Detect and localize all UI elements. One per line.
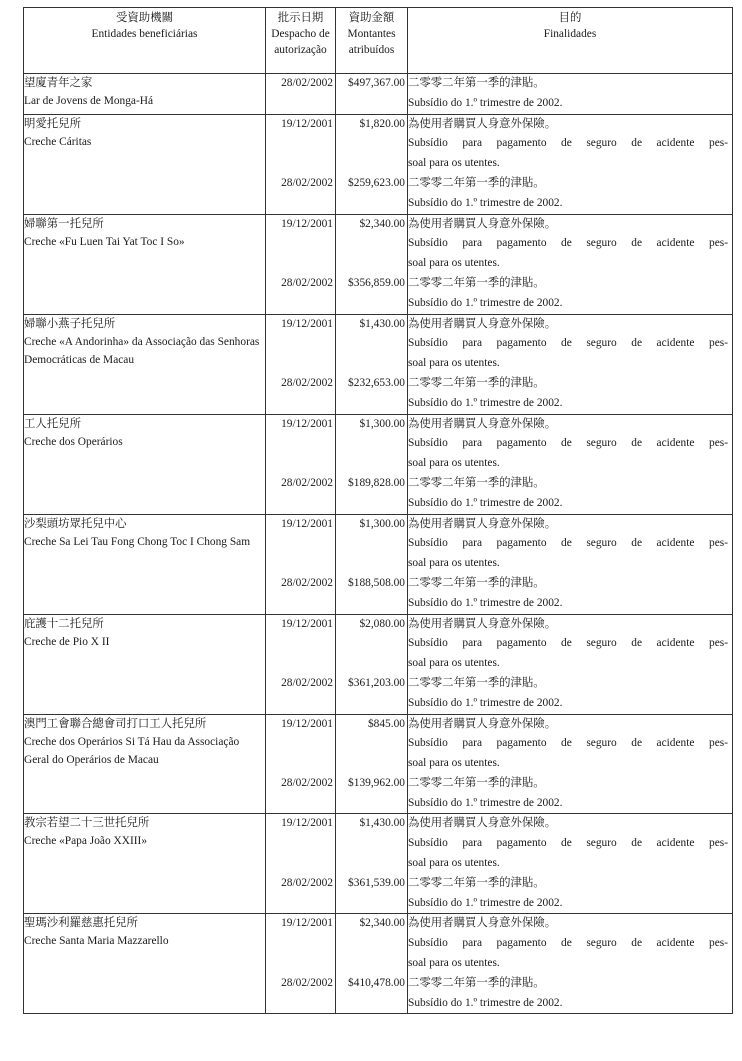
- amount-value: $361,539.00: [348, 876, 405, 889]
- date-cell: [266, 214, 336, 314]
- spacer: [266, 254, 335, 274]
- amount-value: $189,828.00: [348, 476, 405, 489]
- entity-cell: [24, 74, 266, 115]
- amount-value: $1,300.00: [359, 517, 405, 530]
- spacer: [336, 934, 407, 954]
- header-entities-pt: Entidades beneficiárias: [91, 28, 198, 40]
- spacer: [266, 734, 335, 754]
- purpose-insurance-pt-line1: Subsídio para pagamento de seguro de acidente pes-: [408, 937, 728, 950]
- purpose-insurance-zh: 為使用者購買人身意外保險。: [408, 817, 557, 830]
- entity-cell: [24, 214, 266, 314]
- amount-cell: [336, 914, 408, 1014]
- spacer: [266, 654, 335, 674]
- table-row: [24, 114, 733, 214]
- spacer: [336, 234, 407, 254]
- header-entities: [24, 8, 266, 74]
- spacer: [336, 394, 407, 414]
- spacer: [266, 294, 335, 314]
- amount-value: $1,300.00: [359, 417, 405, 430]
- authorization-date: 28/02/2002: [281, 77, 333, 89]
- authorization-date: 19/12/2001: [281, 817, 333, 830]
- entity-name-pt: Lar de Jovens de Monga-Há: [24, 95, 154, 107]
- purpose-insurance-zh: 為使用者購買人身意外保險。: [408, 617, 557, 630]
- spacer: [266, 954, 335, 974]
- table-row: [24, 814, 733, 914]
- spacer: [266, 894, 335, 914]
- spacer: [336, 594, 407, 614]
- header-date-pt-line2: autorização: [274, 44, 327, 56]
- entity-name-zh: 婦聯第一托兒所: [24, 217, 104, 230]
- spacer: [336, 894, 407, 914]
- purpose-insurance-zh: 為使用者購買人身意外保險。: [408, 917, 557, 930]
- spacer: [336, 94, 407, 114]
- purpose-quarter-pt: Subsídio do 1.º trimestre de 2002.: [408, 296, 563, 309]
- header-amount: [336, 8, 408, 74]
- amount-cell: [336, 514, 408, 614]
- authorization-date: 19/12/2001: [281, 317, 333, 330]
- spacer: [266, 554, 335, 574]
- entity-name-zh: 澳門工會聯合總會司打口工人托兒所: [24, 717, 207, 730]
- amount-value: $188,508.00: [348, 576, 405, 589]
- purpose-cell: [408, 614, 733, 714]
- authorization-date: 19/12/2001: [281, 717, 333, 730]
- header-row: [24, 8, 733, 74]
- purpose-insurance-zh: 為使用者購買人身意外保險。: [408, 417, 557, 430]
- authorization-date: 28/02/2002: [281, 576, 333, 589]
- spacer: [336, 134, 407, 154]
- spacer: [336, 554, 407, 574]
- amount-value: $1,430.00: [359, 317, 405, 330]
- authorization-date: 28/02/2002: [281, 476, 333, 489]
- amount-value: $232,653.00: [348, 376, 405, 389]
- authorization-date: 28/02/2002: [281, 376, 333, 389]
- date-cell: [266, 114, 336, 214]
- spacer: [336, 794, 407, 814]
- purpose-quarter-zh: 二零零二年第一季的津貼。: [408, 77, 545, 89]
- table-row: [24, 74, 733, 115]
- entity-cell: [24, 514, 266, 614]
- date-cell: [266, 414, 336, 514]
- amount-value: $2,080.00: [359, 617, 405, 630]
- date-cell: [266, 714, 336, 814]
- spacer: [266, 694, 335, 714]
- purpose-insurance-pt-line2: soal para os utentes.: [408, 957, 500, 970]
- spacer: [336, 854, 407, 874]
- purpose-insurance-pt-line1: Subsídio para pagamento de seguro de acidente pes-: [408, 437, 728, 450]
- purpose-insurance-pt-line1: Subsídio para pagamento de seguro de acidente pes-: [408, 137, 728, 150]
- amount-value: $259,623.00: [348, 176, 405, 189]
- entity-name-zh: 沙梨頭坊眾托兒中心: [24, 517, 127, 530]
- spacer: [266, 334, 335, 354]
- spacer: [336, 754, 407, 774]
- spacer: [266, 394, 335, 414]
- entity-name-pt: Creche Santa Maria Mazzarello: [24, 935, 169, 948]
- table-row: [24, 914, 733, 1014]
- header-amount-zh: 資助金額: [348, 12, 395, 24]
- entity-name-pt: Creche Sa Lei Tau Fong Chong Toc I Chong Sam: [24, 535, 251, 548]
- amount-cell: [336, 714, 408, 814]
- spacer: [266, 154, 335, 174]
- amount-value: $497,367.00: [348, 77, 405, 89]
- spacer: [336, 434, 407, 454]
- amount-value: $2,340.00: [359, 917, 405, 930]
- entity-name-pt: Creche Cáritas: [24, 135, 92, 148]
- spacer: [336, 534, 407, 554]
- entity-cell: [24, 314, 266, 414]
- authorization-date: 28/02/2002: [281, 676, 333, 689]
- purpose-insurance-zh: 為使用者購買人身意外保險。: [408, 717, 557, 730]
- purpose-insurance-pt-line1: Subsídio para pagamento de seguro de acidente pes-: [408, 237, 728, 250]
- spacer: [266, 934, 335, 954]
- spacer: [336, 194, 407, 214]
- date-cell: [266, 614, 336, 714]
- spacer: [266, 534, 335, 554]
- authorization-date: 19/12/2001: [281, 617, 333, 630]
- purpose-insurance-pt-line2: soal para os utentes.: [408, 257, 500, 270]
- header-date-pt-line1: Despacho de: [271, 28, 330, 40]
- purpose-insurance-zh: 為使用者購買人身意外保險。: [408, 117, 557, 130]
- entity-name-zh: 明愛托兒所: [24, 117, 81, 130]
- date-cell: [266, 914, 336, 1014]
- authorization-date: 28/02/2002: [281, 276, 333, 289]
- purpose-insurance-pt-line1: Subsídio para pagamento de seguro de acidente pes-: [408, 837, 728, 850]
- spacer: [336, 994, 407, 1014]
- purpose-cell: [408, 914, 733, 1014]
- purpose-insurance-zh: 為使用者購買人身意外保險。: [408, 317, 557, 330]
- spacer: [336, 954, 407, 974]
- entity-name-zh: 聖瑪沙利羅慈惠托兒所: [24, 917, 138, 930]
- entity-name-zh: 望廈青年之家: [24, 77, 93, 89]
- spacer: [266, 854, 335, 874]
- spacer: [266, 194, 335, 214]
- purpose-cell: [408, 314, 733, 414]
- purpose-cell: [408, 74, 733, 115]
- purpose-quarter-zh: 二零零二年第一季的津貼。: [408, 476, 545, 489]
- purpose-quarter-zh: 二零零二年第一季的津貼。: [408, 976, 545, 989]
- purpose-quarter-zh: 二零零二年第一季的津貼。: [408, 276, 545, 289]
- spacer: [336, 294, 407, 314]
- entity-name-zh: 庇護十二托兒所: [24, 617, 104, 630]
- spacer: [266, 434, 335, 454]
- purpose-insurance-zh: 為使用者購買人身意外保險。: [408, 217, 557, 230]
- spacer: [266, 994, 335, 1014]
- purpose-insurance-pt-line1: Subsídio para pagamento de seguro de acidente pes-: [408, 637, 728, 650]
- purpose-insurance-pt-line1: Subsídio para pagamento de seguro de acidente pes-: [408, 537, 728, 550]
- spacer: [336, 634, 407, 654]
- entity-cell: [24, 814, 266, 914]
- purpose-cell: [408, 114, 733, 214]
- entity-name-zh: 婦聯小燕子托兒所: [24, 317, 116, 330]
- header-entities-zh: 受資助機關: [116, 12, 173, 24]
- spacer: [266, 94, 335, 114]
- purpose-cell: [408, 814, 733, 914]
- entity-name-pt: Creche de Pio X II: [24, 635, 110, 648]
- table-row: [24, 314, 733, 414]
- entity-name-pt: Creche dos Operários: [24, 435, 123, 448]
- authorization-date: 28/02/2002: [281, 876, 333, 889]
- purpose-insurance-pt-line2: soal para os utentes.: [408, 457, 500, 470]
- entity-name-pt: Creche dos Operários Si Tá Hau da Associação Geral do Operários de Macau: [24, 735, 240, 766]
- header-amount-pt-line2: atribuídos: [348, 44, 395, 56]
- date-cell: [266, 514, 336, 614]
- purpose-quarter-zh: 二零零二年第一季的津貼。: [408, 576, 545, 589]
- authorization-date: 19/12/2001: [281, 417, 333, 430]
- purpose-quarter-pt: Subsídio do 1.º trimestre de 2002.: [408, 196, 563, 209]
- amount-value: $845.00: [367, 717, 405, 730]
- entity-name-zh: 工人托兒所: [24, 417, 81, 430]
- purpose-quarter-pt: Subsídio do 1.º trimestre de 2002.: [408, 396, 563, 409]
- purpose-insurance-zh: 為使用者購買人身意外保險。: [408, 517, 557, 530]
- header-purpose-pt: Finalidades: [543, 28, 597, 40]
- entity-name-pt: Creche «Fu Luen Tai Yat Toc I So»: [24, 235, 185, 248]
- purpose-cell: [408, 414, 733, 514]
- purpose-quarter-zh: 二零零二年第一季的津貼。: [408, 376, 545, 389]
- subsidy-table: [23, 7, 733, 1014]
- amount-value: $356,859.00: [348, 276, 405, 289]
- date-cell: [266, 814, 336, 914]
- purpose-quarter-zh: 二零零二年第一季的津貼。: [408, 676, 545, 689]
- purpose-quarter-pt: Subsídio do 1.º trimestre de 2002.: [408, 796, 563, 809]
- amount-cell: [336, 114, 408, 214]
- spacer: [266, 234, 335, 254]
- header-purpose-zh: 目的: [558, 12, 582, 24]
- purpose-quarter-zh: 二零零二年第一季的津貼。: [408, 176, 545, 189]
- header-date: [266, 8, 336, 74]
- amount-value: $1,430.00: [359, 817, 405, 830]
- spacer: [336, 654, 407, 674]
- purpose-insurance-pt-line2: soal para os utentes.: [408, 157, 500, 170]
- authorization-date: 28/02/2002: [281, 776, 333, 789]
- table-row: [24, 414, 733, 514]
- purpose-quarter-zh: 二零零二年第一季的津貼。: [408, 776, 545, 789]
- entity-cell: [24, 714, 266, 814]
- amount-value: $361,203.00: [348, 676, 405, 689]
- spacer: [336, 834, 407, 854]
- amount-cell: [336, 74, 408, 115]
- authorization-date: 19/12/2001: [281, 917, 333, 930]
- entity-name-zh: 教宗若望二十三世托兒所: [24, 817, 150, 830]
- date-cell: [266, 74, 336, 115]
- spacer: [266, 834, 335, 854]
- purpose-quarter-pt: Subsídio do 1.º trimestre de 2002.: [408, 896, 563, 909]
- table-row: [24, 614, 733, 714]
- table-row: [24, 714, 733, 814]
- entity-cell: [24, 414, 266, 514]
- spacer: [266, 354, 335, 374]
- purpose-quarter-pt: Subsídio do 1.º trimestre de 2002.: [408, 996, 563, 1009]
- purpose-insurance-pt-line2: soal para os utentes.: [408, 857, 500, 870]
- spacer: [266, 134, 335, 154]
- purpose-insurance-pt-line1: Subsídio para pagamento de seguro de acidente pes-: [408, 737, 728, 750]
- purpose-cell: [408, 214, 733, 314]
- amount-value: $139,962.00: [348, 776, 405, 789]
- spacer: [266, 594, 335, 614]
- purpose-quarter-pt: Subsídio do 1.º trimestre de 2002.: [408, 496, 563, 509]
- amount-cell: [336, 314, 408, 414]
- purpose-cell: [408, 514, 733, 614]
- entity-name-pt: Creche «Papa João XXIII»: [24, 835, 148, 848]
- purpose-cell: [408, 714, 733, 814]
- amount-value: $1,820.00: [359, 117, 405, 130]
- amount-value: $410,478.00: [348, 976, 405, 989]
- date-cell: [266, 314, 336, 414]
- entity-cell: [24, 614, 266, 714]
- purpose-insurance-pt-line1: Subsídio para pagamento de seguro de acidente pes-: [408, 337, 728, 350]
- table-row: [24, 514, 733, 614]
- spacer: [266, 754, 335, 774]
- amount-value: $2,340.00: [359, 217, 405, 230]
- purpose-quarter-pt: Subsídio do 1.º trimestre de 2002.: [408, 596, 563, 609]
- amount-cell: [336, 614, 408, 714]
- header-purpose: [408, 8, 733, 74]
- table-row: [24, 214, 733, 314]
- spacer: [336, 454, 407, 474]
- spacer: [266, 634, 335, 654]
- authorization-date: 19/12/2001: [281, 217, 333, 230]
- table-body: [24, 74, 733, 1014]
- spacer: [336, 734, 407, 754]
- authorization-date: 28/02/2002: [281, 976, 333, 989]
- purpose-insurance-pt-line2: soal para os utentes.: [408, 357, 500, 370]
- spacer: [336, 494, 407, 514]
- entity-name-pt: Creche «A Andorinha» da Associação das Senhoras Democráticas de Macau: [24, 335, 260, 366]
- spacer: [336, 354, 407, 374]
- amount-cell: [336, 814, 408, 914]
- purpose-quarter-pt: Subsídio do 1.º trimestre de 2002.: [408, 96, 563, 109]
- purpose-insurance-pt-line2: soal para os utentes.: [408, 657, 500, 670]
- spacer: [266, 794, 335, 814]
- amount-cell: [336, 214, 408, 314]
- spacer: [336, 154, 407, 174]
- purpose-insurance-pt-line2: soal para os utentes.: [408, 757, 500, 770]
- spacer: [336, 694, 407, 714]
- authorization-date: 28/02/2002: [281, 176, 333, 189]
- authorization-date: 19/12/2001: [281, 117, 333, 130]
- entity-cell: [24, 114, 266, 214]
- purpose-quarter-zh: 二零零二年第一季的津貼。: [408, 876, 545, 889]
- entity-cell: [24, 914, 266, 1014]
- spacer: [266, 454, 335, 474]
- amount-cell: [336, 414, 408, 514]
- purpose-insurance-pt-line2: soal para os utentes.: [408, 557, 500, 570]
- purpose-quarter-pt: Subsídio do 1.º trimestre de 2002.: [408, 696, 563, 709]
- header-date-zh: 批示日期: [277, 12, 324, 24]
- header-amount-pt-line1: Montantes: [347, 28, 396, 40]
- authorization-date: 19/12/2001: [281, 517, 333, 530]
- spacer: [336, 254, 407, 274]
- spacer: [266, 494, 335, 514]
- spacer: [336, 334, 407, 354]
